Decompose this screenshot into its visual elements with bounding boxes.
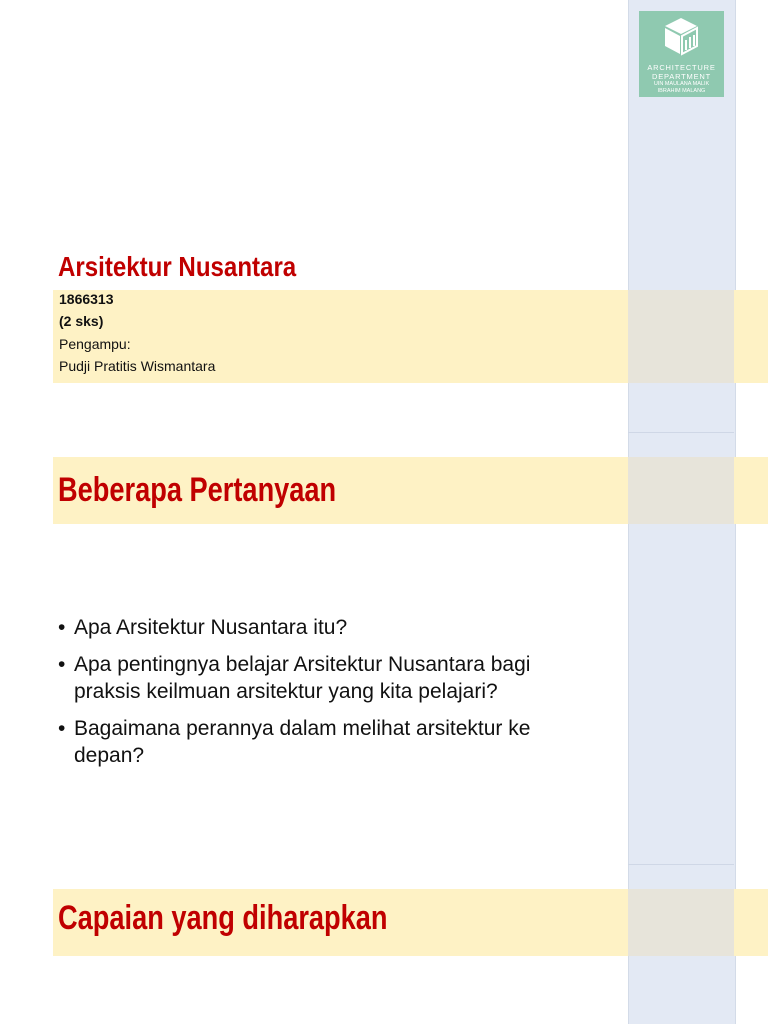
question-text: Apa pentingnya belajar Arsitektur Nusantara bagi praksis keilmuan arsitektur yang kita pelajari? — [74, 653, 531, 703]
bullet-icon: • — [58, 616, 66, 639]
course-credits: (2 sks) — [59, 313, 104, 329]
question-text: Bagaimana perannya dalam melihat arsitektur ke depan? — [74, 717, 531, 767]
question-text: Apa Arsitektur Nusantara itu? — [74, 616, 348, 639]
logo-line-1: ARCHITECTURE — [647, 63, 716, 72]
questions-title: Beberapa Pertanyaan — [58, 471, 337, 509]
list-item — [58, 614, 578, 641]
band-strip — [628, 889, 734, 956]
list-item — [58, 715, 578, 769]
band-strip — [628, 457, 734, 524]
lecturer-name: Pudji Pratitis Wismantara — [59, 358, 216, 374]
bullet-icon: • — [58, 717, 66, 740]
questions-list — [58, 614, 578, 779]
lecturer-label: Pengampu: — [59, 336, 131, 352]
logo-line-4: IBRAHIM MALANG — [657, 88, 706, 94]
strip-divider — [628, 864, 734, 865]
strip-divider — [628, 432, 734, 433]
architecture-department-logo — [639, 11, 724, 97]
band-strip — [628, 290, 734, 383]
outcomes-title: Capaian yang diharapkan — [58, 899, 388, 937]
bullet-icon: • — [58, 653, 66, 676]
cube-logo-icon — [661, 15, 701, 57]
course-title: Arsitektur Nusantara — [58, 251, 297, 282]
logo-line-2: DEPARTMENT — [652, 72, 711, 81]
list-item — [58, 651, 578, 705]
logo-line-3: UIN MAULANA MALIK — [653, 81, 710, 87]
course-code: 1866313 — [59, 291, 114, 307]
